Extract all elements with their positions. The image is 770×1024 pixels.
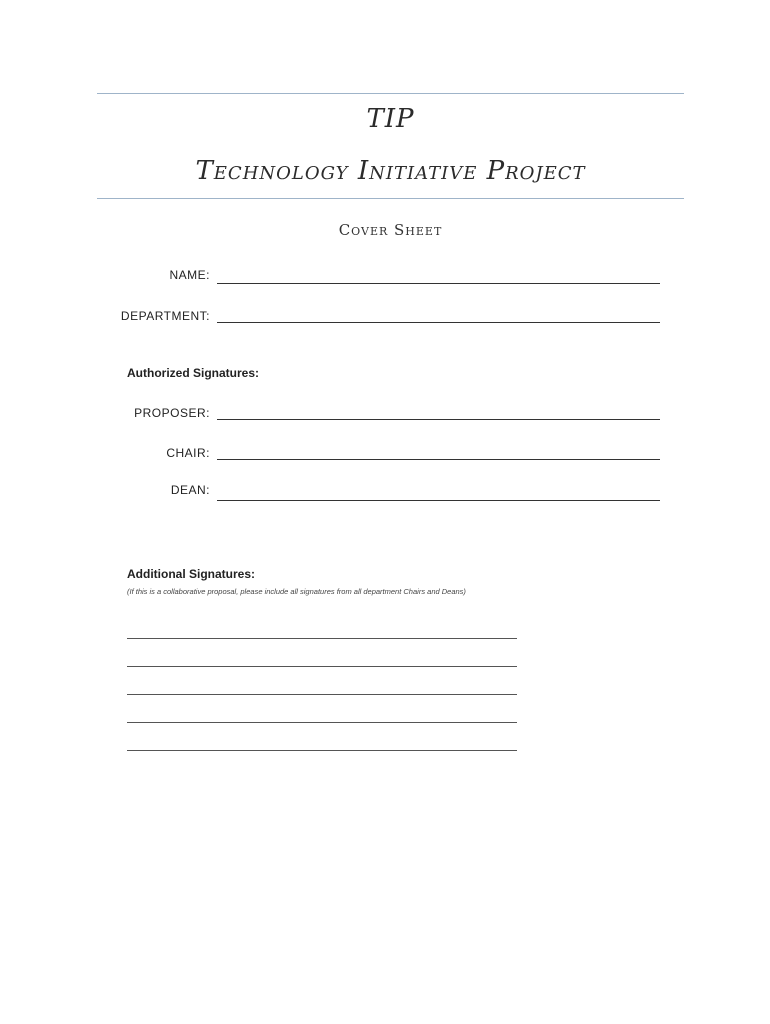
bottom-divider	[97, 198, 684, 199]
proposer-signature-field[interactable]	[217, 419, 660, 420]
department-label: DEPARTMENT:	[120, 309, 210, 323]
department-field[interactable]	[217, 322, 660, 323]
additional-signature-line[interactable]	[127, 722, 517, 723]
dean-signature-field[interactable]	[217, 500, 660, 501]
additional-signatures-heading: Additional Signatures:	[127, 567, 256, 581]
additional-signature-line[interactable]	[127, 638, 517, 639]
title-abbreviation: TIP	[366, 104, 415, 134]
page-title: Technology Initiative Project	[195, 156, 586, 186]
name-field[interactable]	[217, 283, 660, 284]
top-divider	[97, 93, 684, 94]
name-label: NAME:	[169, 268, 210, 282]
cover-sheet-subtitle: Cover Sheet	[338, 221, 443, 239]
proposer-label: PROPOSER:	[134, 406, 210, 420]
additional-signature-line[interactable]	[127, 750, 517, 751]
chair-signature-field[interactable]	[217, 459, 660, 460]
additional-signature-line[interactable]	[127, 694, 517, 695]
dean-label: DEAN:	[170, 483, 210, 497]
authorized-signatures-heading: Authorized Signatures:	[127, 366, 260, 380]
additional-signature-line[interactable]	[127, 666, 517, 667]
collaborative-note: (If this is a collaborative proposal, please include all signatures from all department Chairs and Deans)	[127, 587, 466, 596]
chair-label: CHAIR:	[166, 446, 210, 460]
